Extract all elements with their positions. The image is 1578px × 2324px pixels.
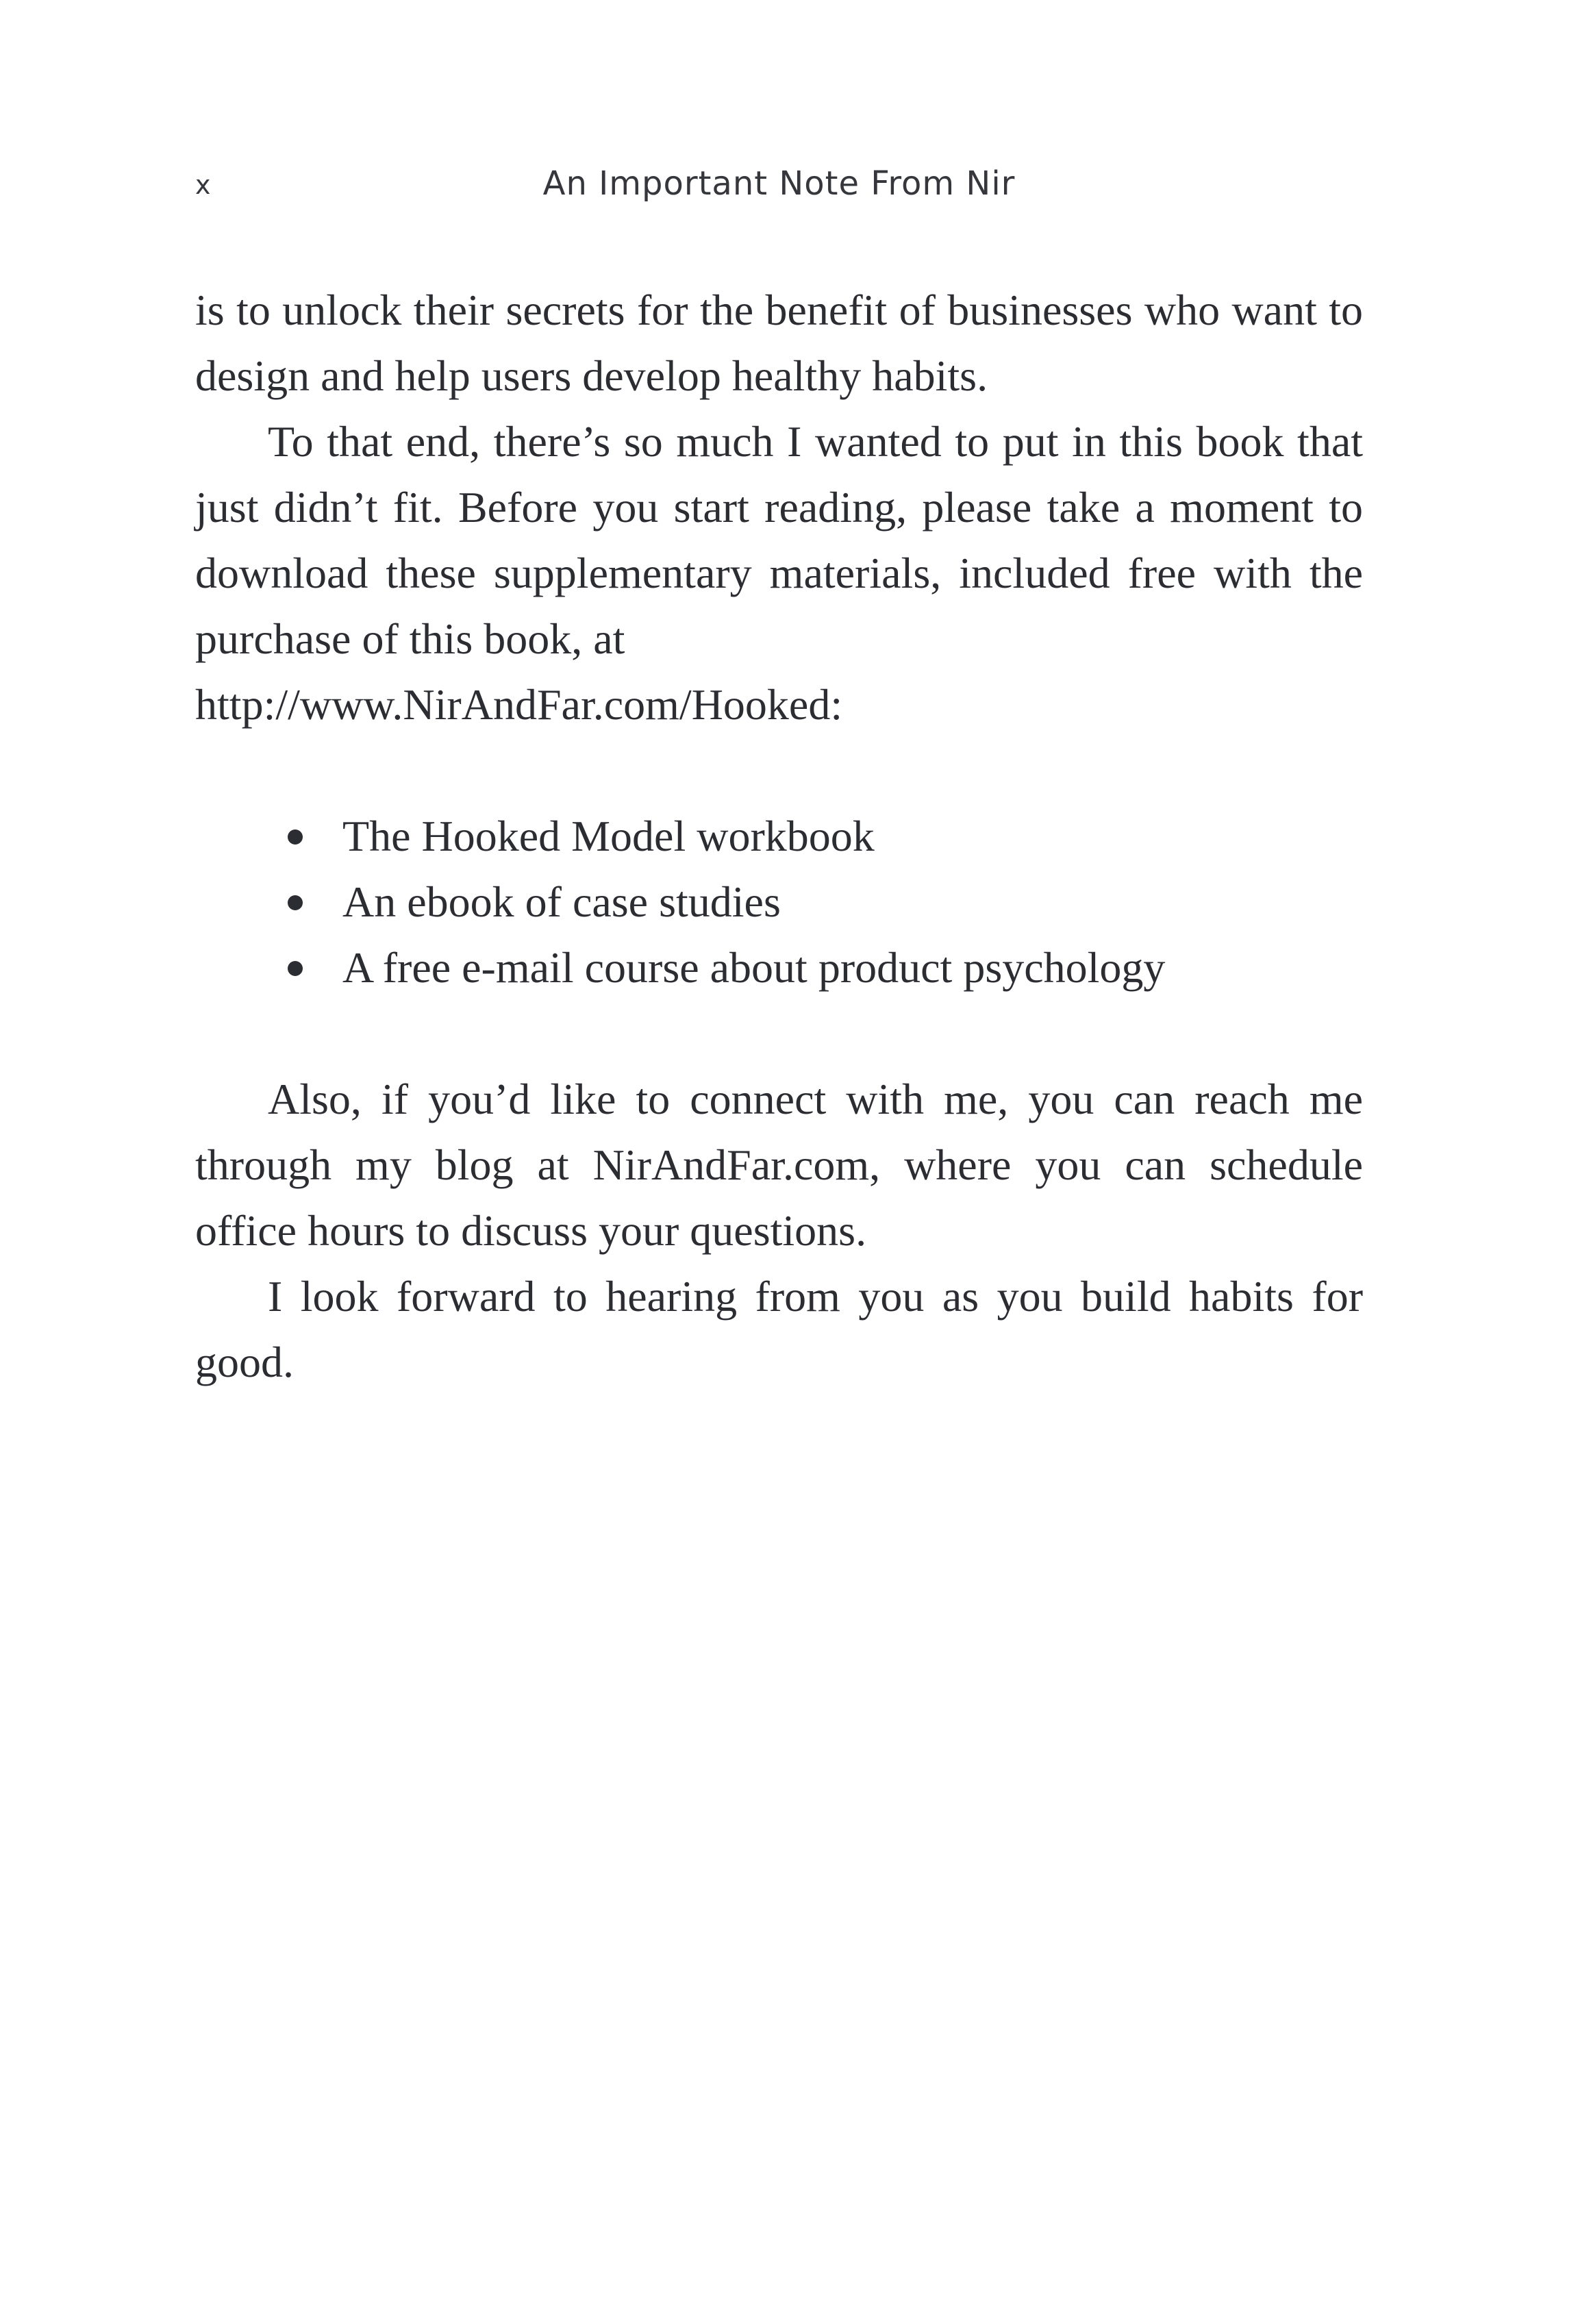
- chapter-title: An Important Note From Nir: [542, 164, 1016, 203]
- list-item: [342, 803, 1363, 869]
- materials-url: http://www.NirAndFar.com/Hooked:: [195, 680, 843, 729]
- list-item-label: The Hooked Model workbook: [342, 812, 875, 860]
- body-text: [195, 277, 1363, 1395]
- bullet-icon: [288, 961, 303, 976]
- bullet-icon: [288, 829, 303, 845]
- bullet-icon: [288, 895, 303, 910]
- list-item-label: A free e-mail course about product psychology: [342, 943, 1166, 992]
- list-item: [342, 935, 1363, 1001]
- list-item-label: An ebook of case studies: [342, 877, 781, 926]
- paragraph-1: is to unlock their secrets for the benefit of businesses who want to design and help users develop healthy habits.: [195, 286, 1363, 400]
- materials-list: [195, 803, 1363, 1001]
- paragraph-2: To that end, there’s so much I wanted to put in this book that just didn’t fit. Before you start reading, please take a moment to download these supplementary materials, included free with the purchase of this book, at: [195, 417, 1363, 663]
- list-item: [342, 869, 1363, 935]
- paragraph-4: I look forward to hearing from you as you build habits for good.: [195, 1272, 1363, 1386]
- running-head: [195, 164, 1363, 212]
- page-number: x: [195, 170, 212, 200]
- paragraph-3: Also, if you’d like to connect with me, you can reach me through my blog at NirAndFar.com, where you can schedule office hours to discuss your questions.: [195, 1075, 1363, 1255]
